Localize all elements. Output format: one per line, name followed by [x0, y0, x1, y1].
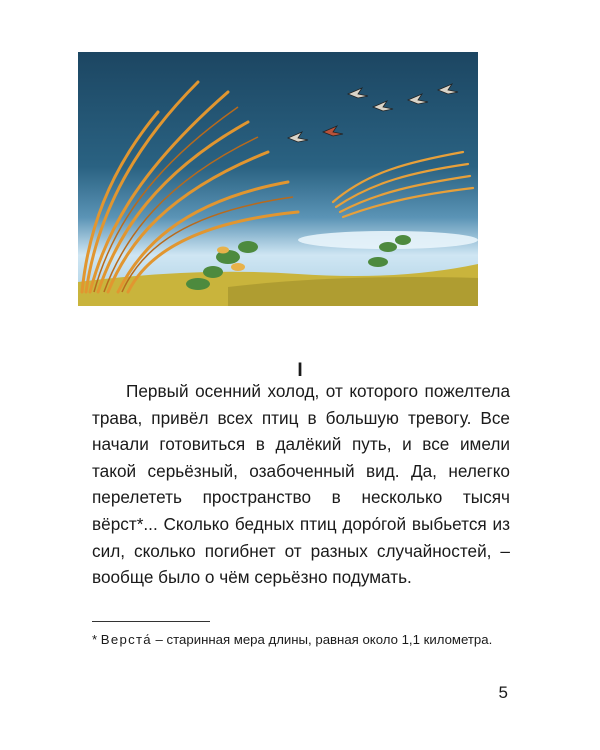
footnote-term: Верста́ — [100, 632, 152, 647]
footnote-marker: * — [92, 632, 101, 647]
illustration-svg — [78, 52, 478, 306]
footnote — [92, 630, 512, 650]
chapter-number: I — [297, 360, 303, 381]
page-number: 5 — [498, 683, 508, 702]
story-paragraph: Первый осенний холод, от которого пожелтела трава, привёл всех птиц в большую тревогу. Все начали готовиться в далёкий путь, и все имели такой серьёзный, озабоченный вид. Да, нелегко перелететь пространство в несколько тысяч вёрст*... Сколько бедных птиц доро́гой выбьется из сил, сколько погибнет от разных случайностей, – вообще было о чём серьёзно подумать. — [92, 381, 510, 588]
sky — [78, 52, 478, 306]
footnote-divider — [92, 621, 210, 622]
footnote-definition: – старинная мера длины, равная около 1,1 километра. — [151, 632, 493, 647]
autumn-reeds-illustration — [78, 52, 478, 306]
story-text — [92, 378, 510, 591]
